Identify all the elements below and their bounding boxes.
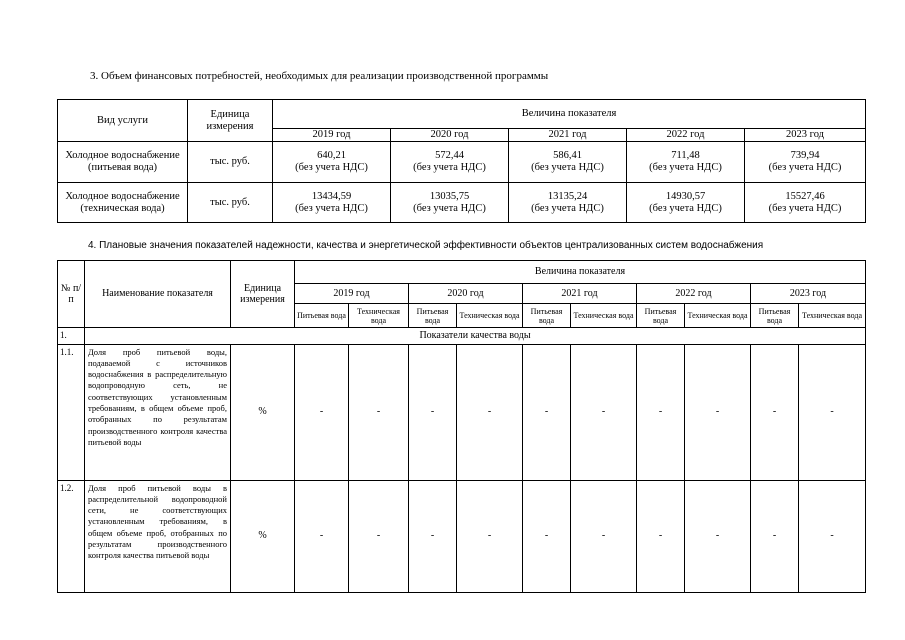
- group-row: [58, 328, 866, 345]
- group-label: Показатели качества воды: [85, 328, 866, 345]
- value-cell: 13434,59 (без учета НДС): [273, 183, 391, 223]
- value-cell: 586,41 (без учета НДС): [509, 142, 627, 183]
- subheader-potable: Питьевая вода: [751, 304, 799, 328]
- year-header: 2021 год: [523, 284, 637, 304]
- subheader-potable: Питьевая вода: [409, 304, 457, 328]
- value-cell: -: [571, 480, 637, 592]
- value-cell: 14930,57 (без учета НДС): [627, 183, 745, 223]
- value-cell: -: [349, 344, 409, 480]
- value-cell: -: [685, 344, 751, 480]
- value-cell: 711,48 (без учета НДС): [627, 142, 745, 183]
- header-name: Наименование показателя: [85, 261, 231, 328]
- year-header: 2023 год: [751, 284, 866, 304]
- value-cell: -: [571, 344, 637, 480]
- table-row: [58, 142, 866, 183]
- value-cell: -: [457, 480, 523, 592]
- year-header: 2021 год: [509, 129, 627, 142]
- header-service: Вид услуги: [58, 100, 188, 142]
- header-unit: Единица измерения: [231, 261, 295, 328]
- value-cell: -: [685, 480, 751, 592]
- unit-cell: %: [231, 344, 295, 480]
- value-cell: -: [799, 480, 866, 592]
- value-cell: -: [409, 480, 457, 592]
- table-row: [58, 344, 866, 480]
- year-header: 2020 год: [391, 129, 509, 142]
- value-cell: -: [637, 480, 685, 592]
- header-unit: Единица измерения: [188, 100, 273, 142]
- indicators-table: [57, 260, 866, 593]
- value-cell: 13135,24 (без учета НДС): [509, 183, 627, 223]
- subheader-potable: Питьевая вода: [523, 304, 571, 328]
- value-cell: -: [637, 344, 685, 480]
- subheader-potable: Питьевая вода: [637, 304, 685, 328]
- subheader-technical: Техническая вода: [799, 304, 866, 328]
- financial-needs-table: [57, 99, 866, 223]
- value-cell: 640,21 (без учета НДС): [273, 142, 391, 183]
- year-header: 2022 год: [637, 284, 751, 304]
- unit-cell: тыс. руб.: [188, 142, 273, 183]
- year-header: 2023 год: [745, 129, 866, 142]
- subheader-technical: Техническая вода: [457, 304, 523, 328]
- year-header: 2019 год: [295, 284, 409, 304]
- value-cell: -: [409, 344, 457, 480]
- table-row: [58, 183, 866, 223]
- value-cell: -: [295, 480, 349, 592]
- service-name: Холодное водоснабжение (техническая вода): [58, 183, 188, 223]
- header-value: Величина показателя: [273, 100, 866, 129]
- value-cell: 13035,75 (без учета НДС): [391, 183, 509, 223]
- value-cell: -: [523, 344, 571, 480]
- unit-cell: тыс. руб.: [188, 183, 273, 223]
- header-num: № п/п: [58, 261, 85, 328]
- value-cell: 15527,46 (без учета НДС): [745, 183, 866, 223]
- indicator-name: Доля проб питьевой воды, подаваемой с источников водоснабжения в распределительную водопроводную сеть, не соответствующих установленным требованиям, в общем объеме проб, отобранных по результатам производственного контроля качества питьевой воды: [85, 344, 231, 480]
- service-name: Холодное водоснабжение (питьевая вода): [58, 142, 188, 183]
- value-cell: -: [751, 480, 799, 592]
- value-cell: -: [295, 344, 349, 480]
- value-cell: -: [523, 480, 571, 592]
- row-num: 1.2.: [58, 480, 85, 592]
- indicator-name: Доля проб питьевой воды в распределительной водопроводной сети, не соответствующих установленным требованиям, в общем объеме проб, отобранных по результатам производственного контроля качества питьевой воды: [85, 480, 231, 592]
- value-cell: -: [457, 344, 523, 480]
- row-num: 1.1.: [58, 344, 85, 480]
- subheader-technical: Техническая вода: [349, 304, 409, 328]
- group-num: 1.: [58, 328, 85, 345]
- year-header: 2022 год: [627, 129, 745, 142]
- section3-title: 3. Объем финансовых потребностей, необходимых для реализации производственной программы: [90, 70, 549, 82]
- unit-cell: %: [231, 480, 295, 592]
- section4-title: 4. Плановые значения показателей надежности, качества и энергетической эффективности объектов централизованных систем водоснабжения: [88, 240, 764, 251]
- value-cell: 739,94 (без учета НДС): [745, 142, 866, 183]
- year-header: 2019 год: [273, 129, 391, 142]
- value-cell: -: [799, 344, 866, 480]
- subheader-technical: Техническая вода: [685, 304, 751, 328]
- year-header: 2020 год: [409, 284, 523, 304]
- subheader-potable: Питьевая вода: [295, 304, 349, 328]
- subheader-technical: Техническая вода: [571, 304, 637, 328]
- header-value: Величина показателя: [295, 261, 866, 284]
- value-cell: -: [751, 344, 799, 480]
- value-cell: -: [349, 480, 409, 592]
- value-cell: 572,44 (без учета НДС): [391, 142, 509, 183]
- table-row: [58, 480, 866, 592]
